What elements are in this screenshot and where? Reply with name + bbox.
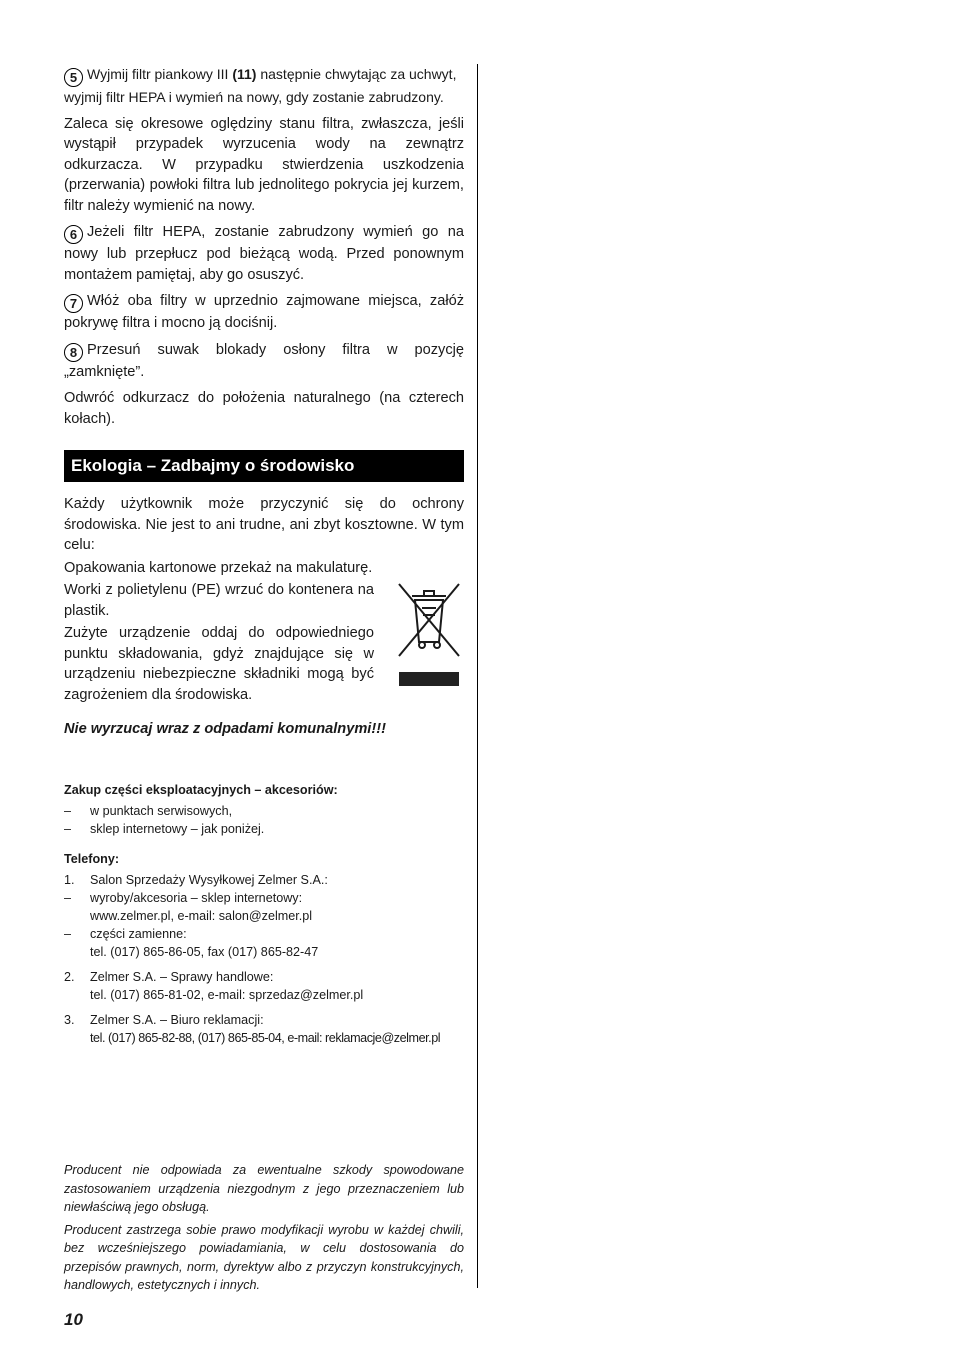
page-number: 10 <box>64 1310 83 1329</box>
list-item <box>64 820 464 838</box>
phones-complaints-label: Zelmer S.A. – Biuro reklamacji: <box>90 1013 264 1027</box>
step-5-text-post: następnie chwytając za uchwyt, wyjmij filtr HEPA i wymień na nowy, gdy zostanie zabrudzony. <box>64 66 457 105</box>
left-column <box>64 64 464 1047</box>
ecology-pe-bags: Worki z polietylenu (PE) wrzuć do kontenera na plastik. <box>64 582 374 619</box>
step-5-text-pre: Wyjmij filtr piankowy III <box>87 66 233 82</box>
phones-trade-label: Zelmer S.A. – Sprawy handlowe: <box>90 970 274 984</box>
weee-symbol <box>394 582 464 711</box>
list-number: 1. <box>64 873 75 887</box>
step-6 <box>64 222 464 285</box>
list-item <box>64 871 464 889</box>
list-item <box>64 925 464 961</box>
list-dash: – <box>64 804 72 818</box>
parts-item-shop: sklep internetowy – jak poniżej. <box>90 822 265 836</box>
step-7 <box>64 291 464 334</box>
phones-spare-contact: tel. (017) 865-86-05, fax (017) 865-82-47 <box>90 945 319 959</box>
turn-over-paragraph: Odwróć odkurzacz do położenia naturalnego (na czterech kołach). <box>64 390 464 427</box>
crossed-out-wheelie-bin-icon <box>393 582 465 658</box>
phones-complaints-contact: tel. (017) 865-82-88, (017) 865-85-04, e-mail: reklamacje@zelmer.pl <box>90 1031 441 1045</box>
step-6-text: Jeżeli filtr HEPA, zostanie zabrudzony wymień go na nowy lub przepłucz pod bieżącą wodą. Przed ponownym montażem pamiętaj, aby go osuszyć. <box>64 224 464 283</box>
list-dash: – <box>64 822 72 836</box>
column-divider <box>477 64 478 1288</box>
list-dash: – <box>64 927 72 941</box>
ecology-disposal-block <box>64 580 464 711</box>
ecology-section-heading: Ekologia – Zadbajmy o środowisko <box>64 450 464 482</box>
step-number-badge: 8 <box>64 343 83 362</box>
producent-disclaimer <box>64 1161 464 1299</box>
ecology-warning: Nie wyrzucaj wraz z odpadami komunalnymi!!! <box>64 721 386 737</box>
step-8-text: Przesuń suwak blokady osłony filtra w pozycję „zamknięte”. <box>64 341 464 380</box>
liability-note: Producent nie odpowiada za ewentualne szkody spowodowane zastosowaniem urządzenia niezgodnym z jego przeznaczeniem lub niewłaściwą jego obsługą. <box>64 1163 464 1214</box>
filter-inspection-paragraph: Zaleca się okresowe oględziny stanu filtra, zwłaszcza, jeśli wystąpił przypadek wyrzucenia wody na zewnątrz odkurzacza. W przypadku stwierdzenia uszkodzenia (przerwania) powłoki filtra lub jednolitego pokrycia jej kurzem, filtr należy wymienić na nowy. <box>64 115 464 214</box>
ecology-cardboard: Opakowania kartonowe przekaż na makulaturę. <box>64 559 373 576</box>
list-item <box>64 889 464 925</box>
step-8 <box>64 340 464 383</box>
list-dash: – <box>64 891 72 905</box>
parts-item-service: w punktach serwisowych, <box>90 804 233 818</box>
step-number-badge: 5 <box>64 68 83 87</box>
list-item <box>64 802 464 820</box>
weee-black-bar <box>399 672 459 686</box>
step-5 <box>64 64 464 108</box>
phones-shop-label: wyroby/akcesoria – sklep internetowy: <box>90 891 303 905</box>
step-number-badge: 7 <box>64 294 83 313</box>
phones-spare-label: części zamienne: <box>90 927 187 941</box>
step-number-badge: 6 <box>64 225 83 244</box>
list-number: 3. <box>64 1013 75 1027</box>
phones-heading: Telefony: <box>64 852 120 866</box>
ecology-intro: Każdy użytkownik może przyczynić się do ochrony środowiska. Nie jest to ani trudne, ani zbyt kosztowne. W tym celu: <box>64 496 464 553</box>
parts-heading: Zakup części eksploatacyjnych – akcesoriów: <box>64 783 338 797</box>
part-reference: (11) <box>232 66 257 82</box>
step-7-text: Włóż oba filtry w uprzednio zajmowane miejsca, załóż pokrywę filtra i mocno ją dociśnij. <box>64 293 464 331</box>
ecology-device-disposal: Zużyte urządzenie oddaj do odpowiedniego punktu składowania, gdyż znajdujące się w urządzeniu niebezpieczne składniki mogą być zagrożeniem dla środowiska. <box>64 625 374 703</box>
phones-shop-contact: www.zelmer.pl, e-mail: salon@zelmer.pl <box>90 909 313 923</box>
list-number: 2. <box>64 970 75 984</box>
phones-trade-contact: tel. (017) 865-81-02, e-mail: sprzedaz@zelmer.pl <box>90 988 364 1002</box>
modification-note: Producent zastrzega sobie prawo modyfikacji wyrobu w każdej chwili, bez wcześniejszego powiadamiania, w celu dostosowania do przepisów prawnych, norm, dyrektyw albo z przyczyn konstrukcyjnych, handlowych, estetycznych i innych. <box>64 1222 464 1292</box>
list-item <box>64 968 464 1004</box>
list-item <box>64 1011 464 1047</box>
phones-salon: Salon Sprzedaży Wysyłkowej Zelmer S.A.: <box>90 873 328 887</box>
